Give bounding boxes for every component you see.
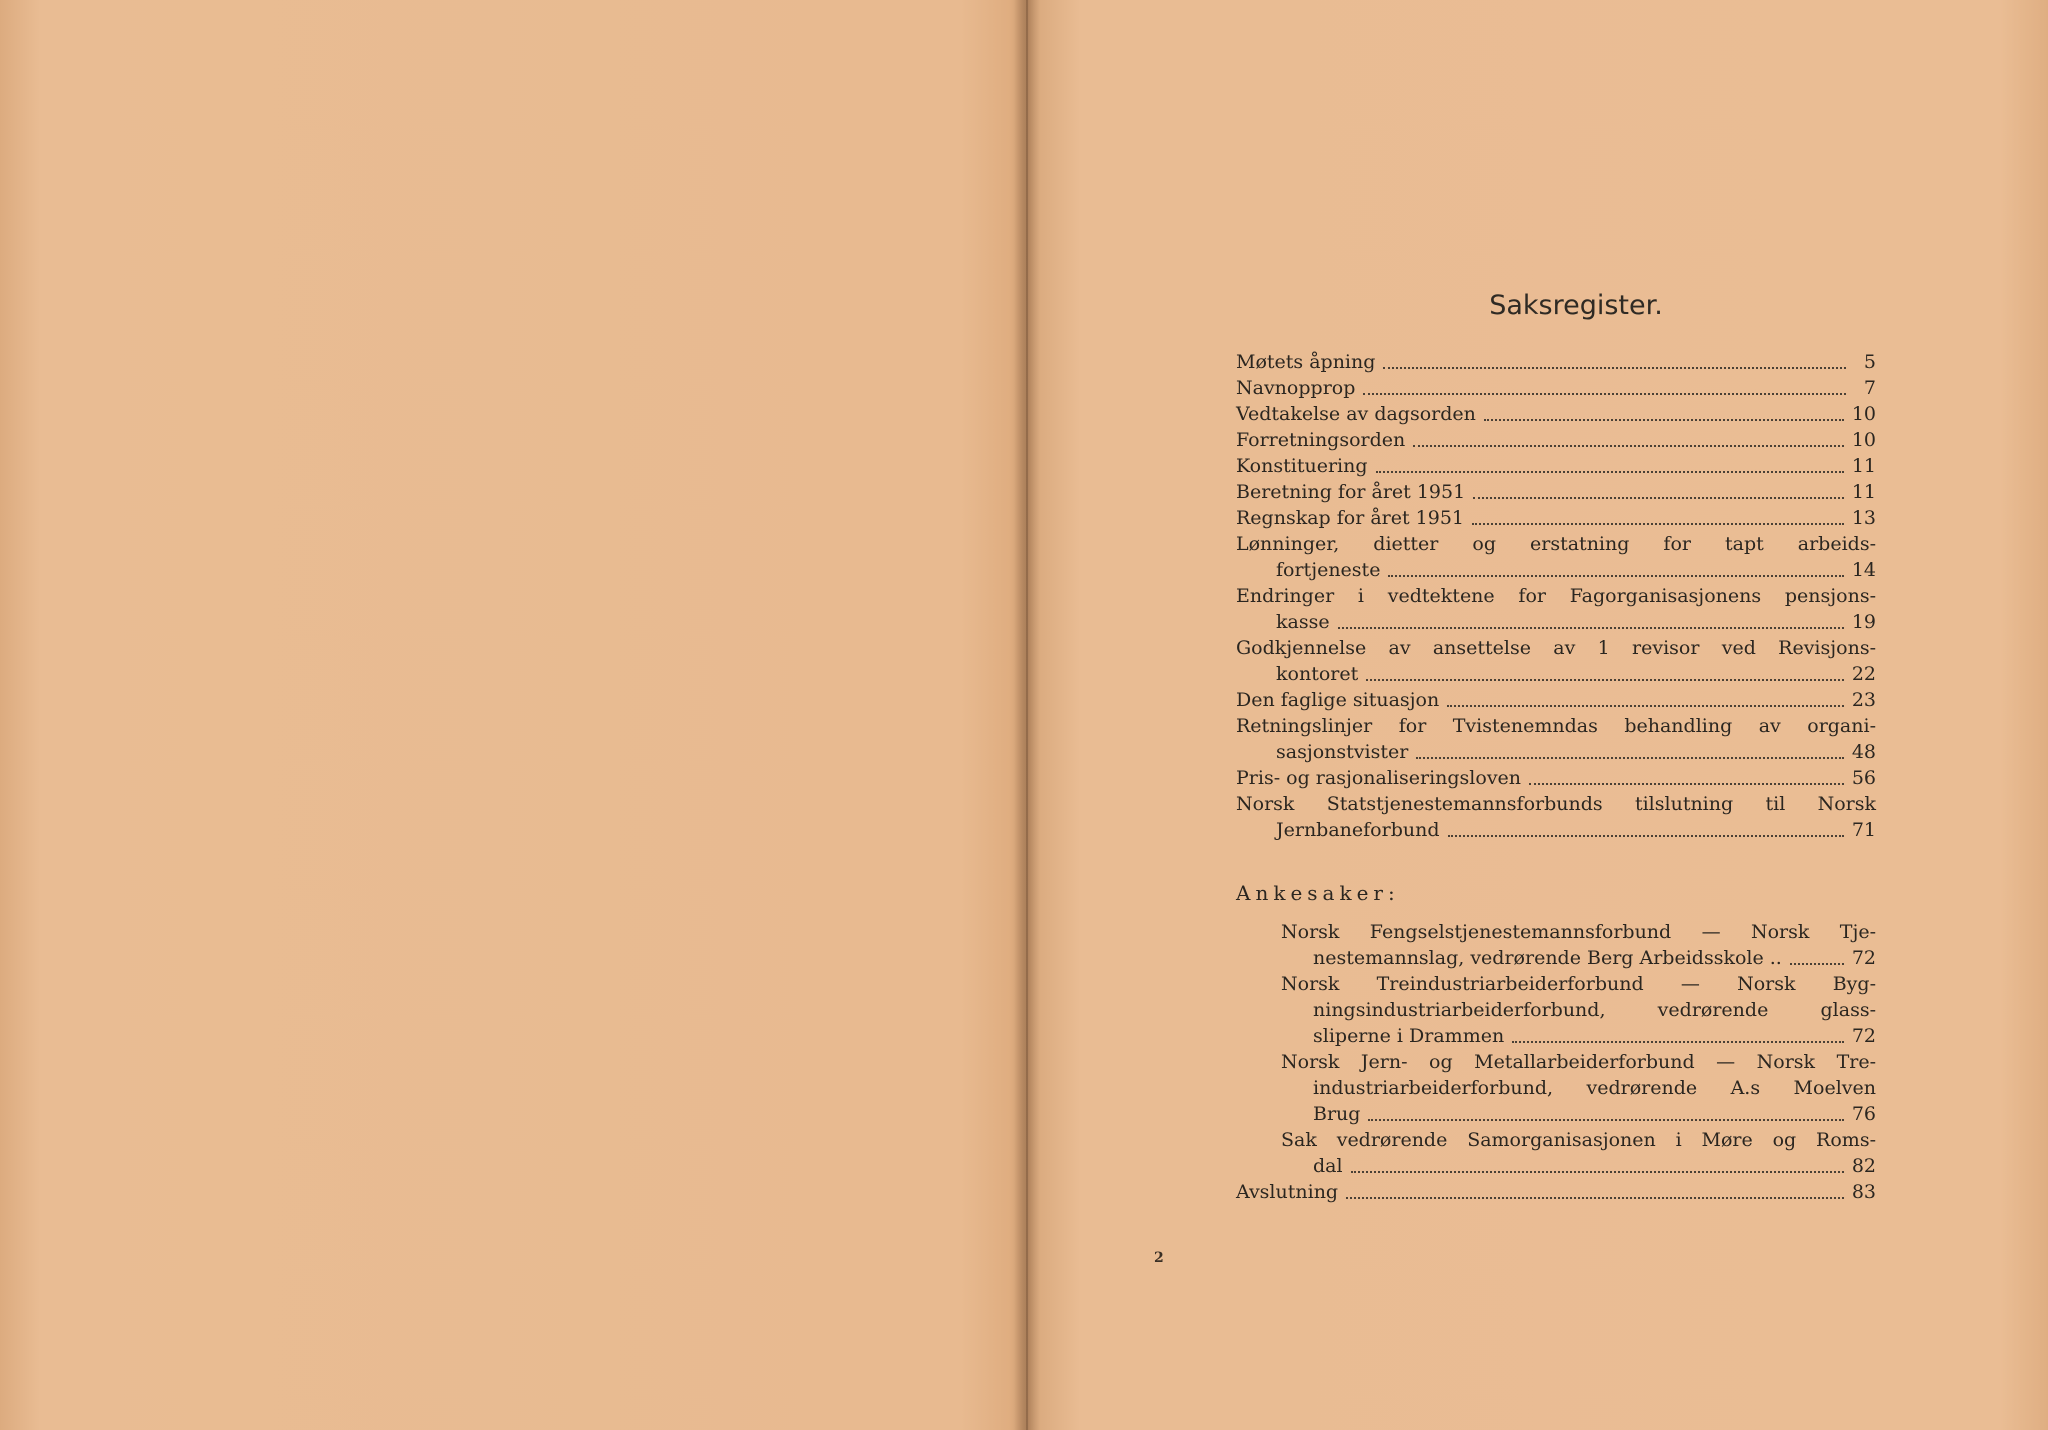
entry-label: nestemannslag, vedrørende Berg Arbeidsskole .. (1313, 947, 1782, 969)
leader-dots (1338, 626, 1844, 629)
toc-entry-multiline (1281, 971, 1876, 1049)
entry-label: Avslutning (1236, 1181, 1339, 1203)
entry-continuation (1281, 1023, 1876, 1049)
entry-label: Brug (1313, 1103, 1361, 1125)
toc-entry-multiline (1236, 531, 1876, 583)
ankesaker-list (1236, 919, 1876, 1179)
entry-label: Den faglige situasjon (1236, 689, 1440, 711)
entry-page: 71 (1851, 819, 1876, 841)
entry-page: 13 (1851, 507, 1876, 529)
section-heading: Ankesaker: (1236, 881, 1400, 905)
entry-continuation (1281, 1101, 1876, 1127)
entry-page: 7 (1863, 377, 1876, 399)
toc-entry-multiline (1236, 713, 1876, 765)
entries-list (1236, 349, 1876, 843)
entry-label: kasse (1276, 611, 1330, 633)
entry-page: 23 (1851, 689, 1876, 711)
entry-line: Godkjennelse av ansettelse av 1 revisor ved Revisjons- (1236, 637, 1876, 659)
entry-page: 19 (1851, 611, 1876, 633)
leader-dots (1388, 574, 1843, 577)
toc-entry (1236, 1179, 1876, 1205)
entry-line: Retningslinjer for Tvistenemndas behandling av organi- (1236, 715, 1876, 737)
leader-dots (1363, 392, 1846, 395)
toc-entry (1236, 687, 1876, 713)
entry-page: 5 (1863, 351, 1876, 373)
toc-entry (1236, 349, 1876, 375)
entry-continuation (1281, 945, 1876, 971)
leader-dots (1472, 522, 1844, 525)
toc-entry (1236, 427, 1876, 453)
entry-page: 10 (1851, 403, 1876, 425)
entry-page: 72 (1851, 947, 1876, 969)
toc-entry (1236, 479, 1876, 505)
leader-dots (1790, 962, 1844, 965)
entry-page: 11 (1851, 481, 1876, 503)
page-title: Saksregister. (1489, 290, 1663, 321)
entry-continuation (1236, 661, 1876, 687)
entry-page: 76 (1851, 1103, 1876, 1125)
leader-dots (1346, 1196, 1844, 1199)
leader-dots (1416, 756, 1844, 759)
entry-continuation (1236, 557, 1876, 583)
leader-dots (1383, 366, 1846, 369)
entry-label: Konstituering (1236, 455, 1368, 477)
leader-dots (1447, 704, 1844, 707)
entry-page: 10 (1851, 429, 1876, 451)
toc-entry-multiline (1281, 1127, 1876, 1179)
entry-label: Jernbaneforbund (1276, 819, 1440, 841)
entry-line: ningsindustriarbeiderforbund, vedrørende glass- (1313, 999, 1876, 1021)
toc-entry (1236, 505, 1876, 531)
leader-dots (1366, 678, 1844, 681)
toc-entry-multiline (1236, 583, 1876, 635)
entry-continuation (1281, 1153, 1876, 1179)
table-of-contents (1236, 290, 1876, 1205)
entry-label: Forretningsorden (1236, 429, 1406, 451)
leader-dots (1512, 1040, 1844, 1043)
entry-page: 83 (1851, 1181, 1876, 1203)
entry-label: sliperne i Drammen (1313, 1025, 1505, 1047)
toc-entry (1236, 401, 1876, 427)
entry-page: 48 (1851, 741, 1876, 763)
entry-line: Norsk Treindustriarbeiderforbund — Norsk Byg- (1281, 973, 1876, 995)
leader-dots (1448, 834, 1844, 837)
entry-line: Lønninger, dietter og erstatning for tapt arbeids- (1236, 533, 1876, 555)
entry-page: 14 (1851, 559, 1876, 581)
entry-label: Beretning for året 1951 (1236, 481, 1466, 503)
entry-label: Navnopprop (1236, 377, 1356, 399)
entry-line: Endringer i vedtektene for Fagorganisasjonens pensjons- (1236, 585, 1876, 607)
entry-label: fortjeneste (1276, 559, 1381, 581)
toc-entry (1236, 375, 1876, 401)
entry-page: 72 (1851, 1025, 1876, 1047)
leader-dots (1529, 782, 1844, 785)
entry-label: Møtets åpning (1236, 351, 1376, 373)
leader-dots (1351, 1170, 1844, 1173)
entry-line: Sak vedrørende Samorganisasjonen i Møre og Roms- (1281, 1129, 1876, 1151)
toc-entry-multiline (1281, 1049, 1876, 1127)
entry-continuation (1236, 817, 1876, 843)
entry-label: Regnskap for året 1951 (1236, 507, 1465, 529)
entry-continuation (1236, 609, 1876, 635)
entry-line: Norsk Jern- og Metallarbeiderforbund — Norsk Tre- (1281, 1051, 1876, 1073)
leader-dots (1368, 1118, 1843, 1121)
entry-page: 11 (1851, 455, 1876, 477)
leader-dots (1376, 470, 1844, 473)
leader-dots (1484, 418, 1844, 421)
toc-entry-multiline (1236, 791, 1876, 843)
toc-entry (1236, 453, 1876, 479)
entry-label: kontoret (1276, 663, 1359, 685)
entry-line: Norsk Fengselstjenestemannsforbund — Norsk Tje- (1281, 921, 1876, 943)
leader-dots (1413, 444, 1844, 447)
leader-dots (1473, 496, 1844, 499)
entry-page: 82 (1851, 1155, 1876, 1177)
toc-entry (1236, 765, 1876, 791)
toc-entry-multiline (1281, 919, 1876, 971)
entry-label: Vedtakelse av dagsorden (1236, 403, 1476, 425)
page-number: 2 (1154, 1250, 1164, 1266)
entry-page: 22 (1851, 663, 1876, 685)
entry-line: industriarbeiderforbund, vedrørende A.s Moelven (1313, 1077, 1876, 1099)
entry-label: Pris- og rasjonaliseringsloven (1236, 767, 1522, 789)
entry-continuation (1236, 739, 1876, 765)
entry-label: dal (1313, 1155, 1343, 1177)
entry-page: 56 (1851, 767, 1876, 789)
toc-entry-multiline (1236, 635, 1876, 687)
entry-label: sasjonstvister (1276, 741, 1409, 763)
entry-line: Norsk Statstjenestemannsforbunds tilslutning til Norsk (1236, 793, 1876, 815)
